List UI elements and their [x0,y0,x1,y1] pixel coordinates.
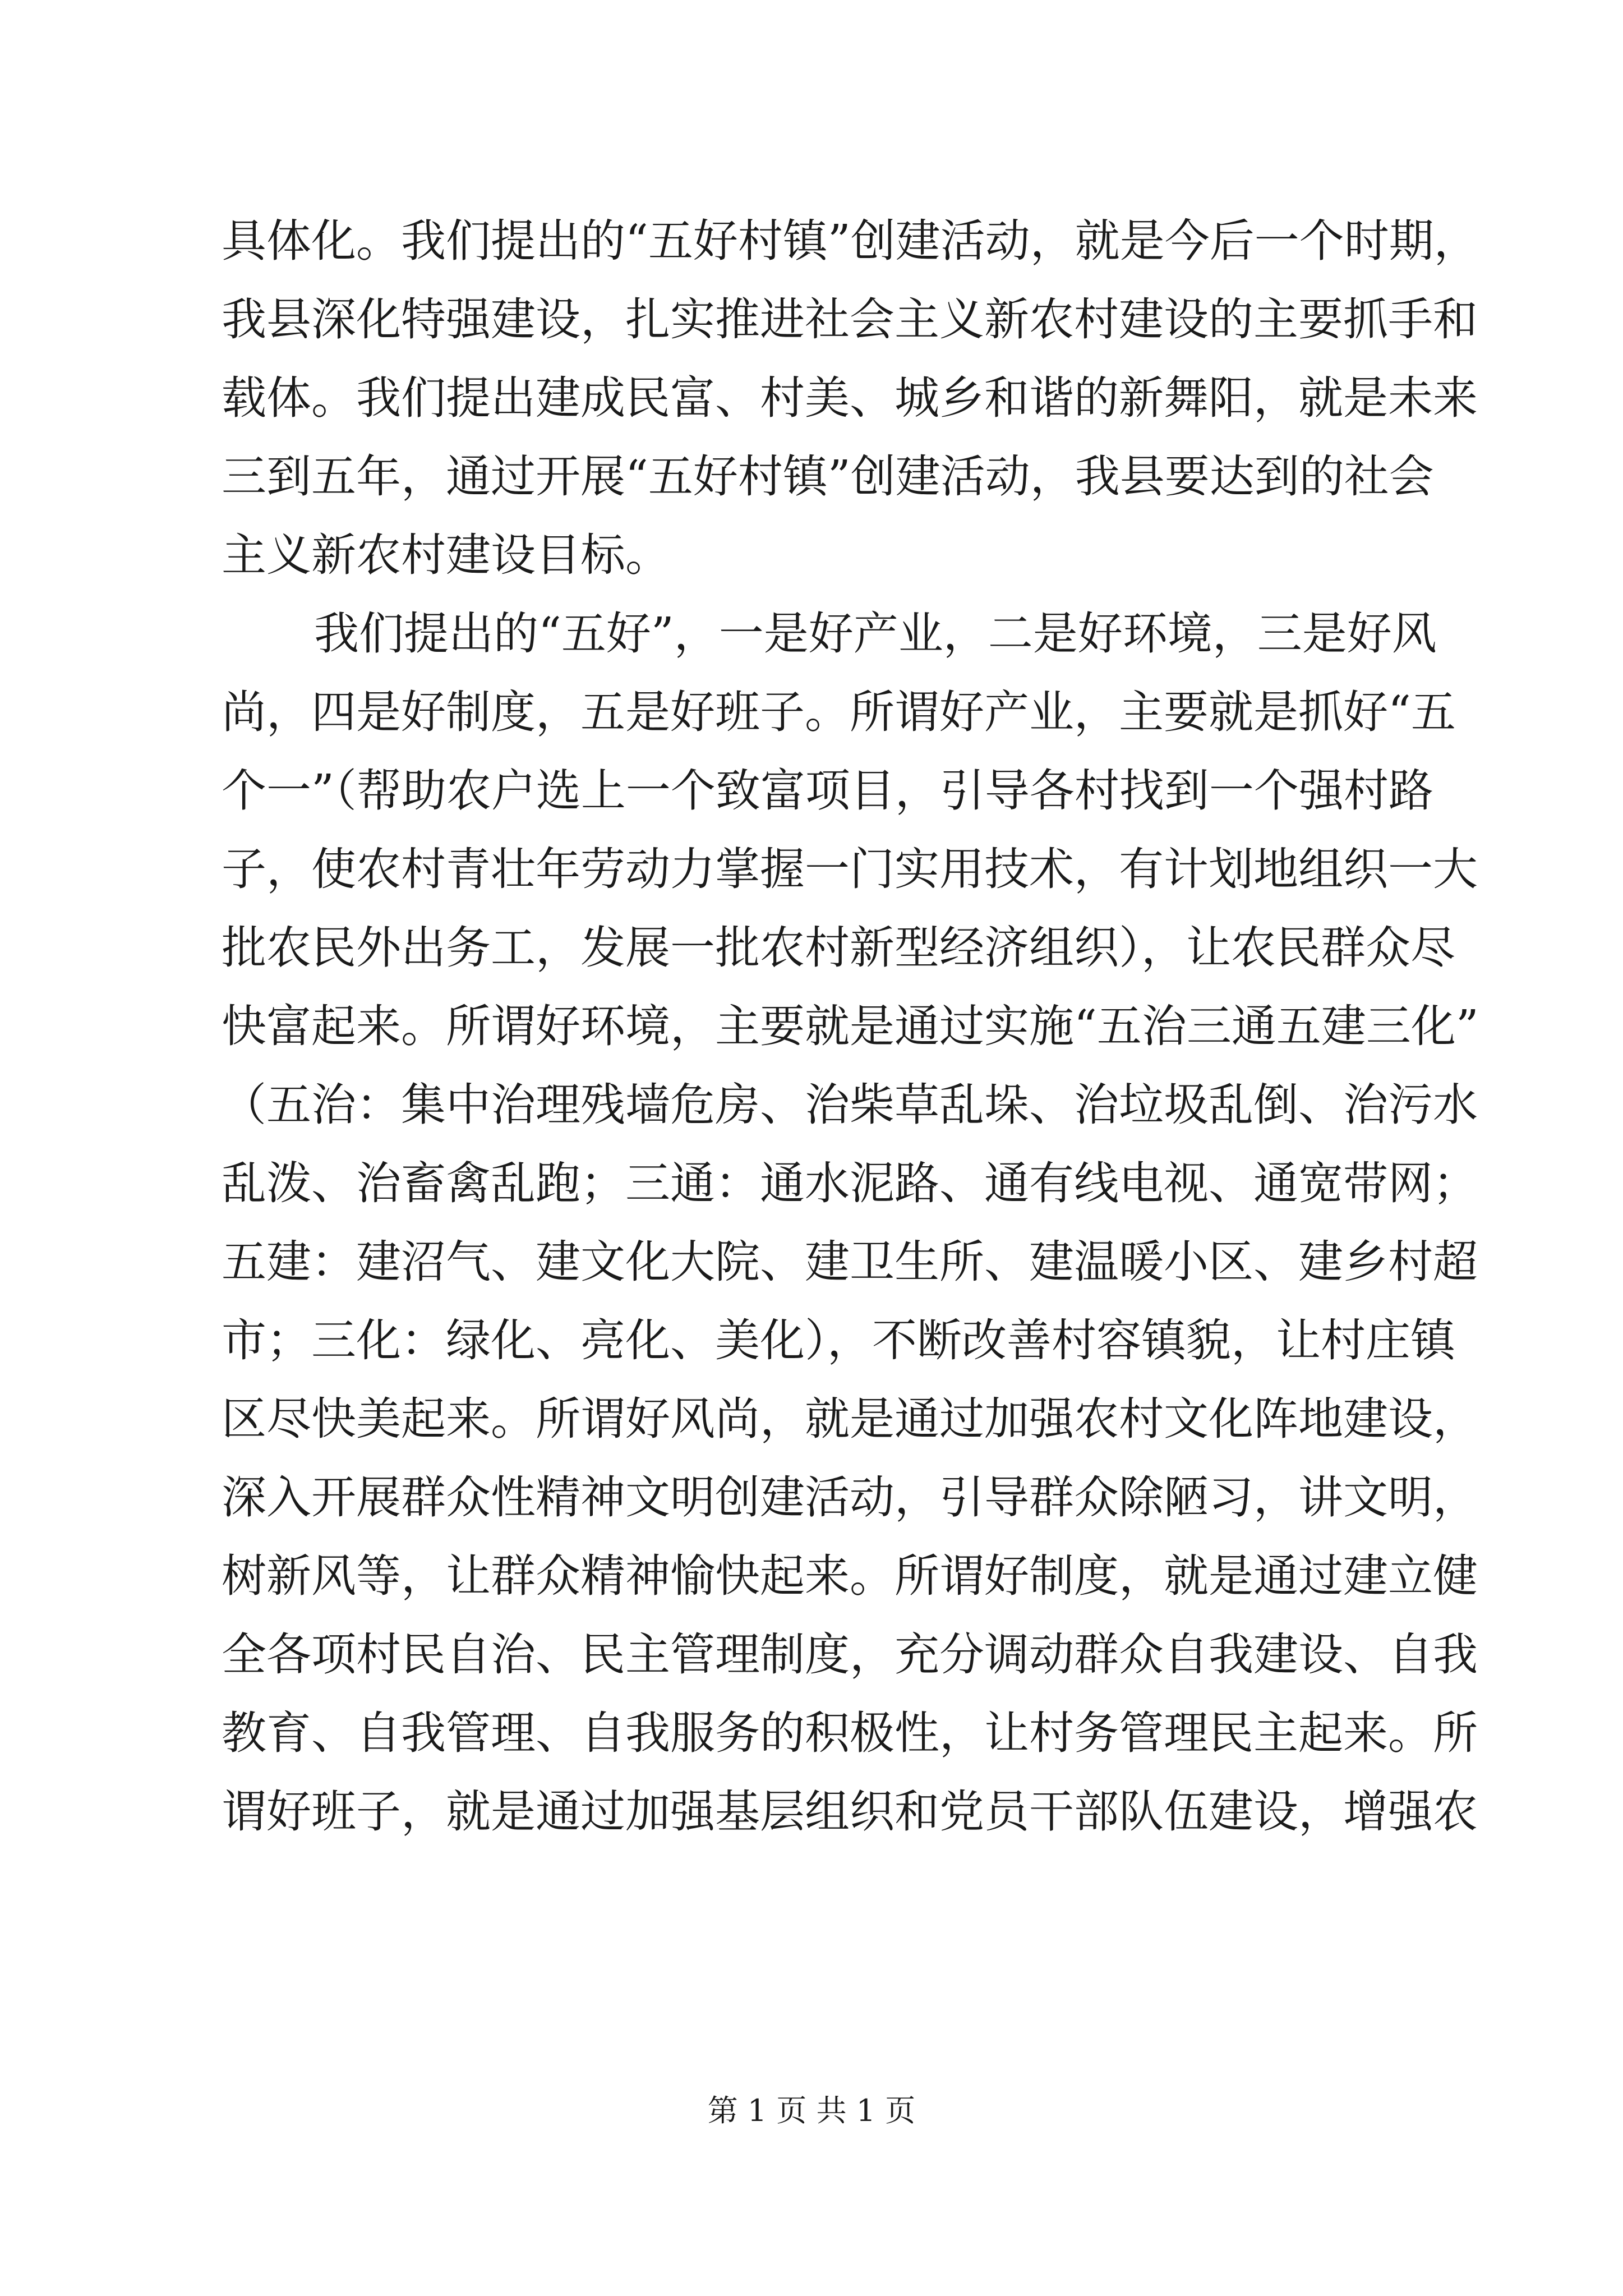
text-line: 主义新农村建设目标。 [222,529,670,581]
paragraph-first-line: 我们提出的“五好”，一是好产业，二是好环境，三是好风 [314,608,1437,660]
text-line: 三到五年，通过开展“五好村镇”创建活动，我县要达到的社会 [222,450,1434,503]
text-line: 我县深化特强建设，扎实推进社会主义新农村建设的主要抓手和 [222,293,1478,346]
text-line: 谓好班子，就是通过加强基层组织和党员干部队伍建设，增强农 [222,1786,1478,1838]
text-line: 区尽快美起来。所谓好风尚，就是通过加强农村文化阵地建设， [222,1393,1478,1445]
text-line: 深入开展群众性精神文明创建活动，引导群众除陋习，讲文明， [222,1471,1478,1524]
text-line: 快富起来。所谓好环境，主要就是通过实施“五治三通五建三化” [222,1000,1479,1052]
text-line: 市；三化：绿化、亮化、美化），不断改善村容镇貌，让村庄镇 [222,1314,1455,1366]
text-line: 具体化。我们提出的“五好村镇”创建活动，就是今后一个时期， [222,215,1479,267]
text-line: 树新风等，让群众精神愉快起来。所谓好制度，就是通过建立健 [222,1550,1478,1602]
document-body [222,202,1479,1851]
text-line: 全各项村民自治、民主管理制度，充分调动群众自我建设、自我 [222,1628,1478,1681]
text-line: 乱泼、治畜禽乱跑；三通：通水泥路、通有线电视、通宽带网； [222,1157,1478,1209]
text-line: （五治：集中治理残墙危房、治柴草乱垛、治垃圾乱倒、治污水 [222,1079,1478,1131]
text-line: 载体。我们提出建成民富、村美、城乡和谐的新舞阳，就是未来 [222,372,1478,424]
text-line: 个一”（帮助农户选上一个致富项目，引导各村找到一个强村路 [222,765,1433,817]
text-line: 五建：建沼气、建文化大院、建卫生所、建温暖小区、建乡村超 [222,1236,1478,1288]
text-line: 批农民外出务工，发展一批农村新型经济组织），让农民群众尽 [222,922,1455,974]
text-line: 子，使农村青壮年劳动力掌握一门实用技术，有计划地组织一大 [222,843,1478,895]
page-number-footer: 第 1 页 共 1 页 [707,2093,916,2128]
text-line: 教育、自我管理、自我服务的积极性，让村务管理民主起来。所 [222,1707,1478,1759]
text-line: 尚，四是好制度，五是好班子。所谓好产业，主要就是抓好“五 [222,686,1456,738]
